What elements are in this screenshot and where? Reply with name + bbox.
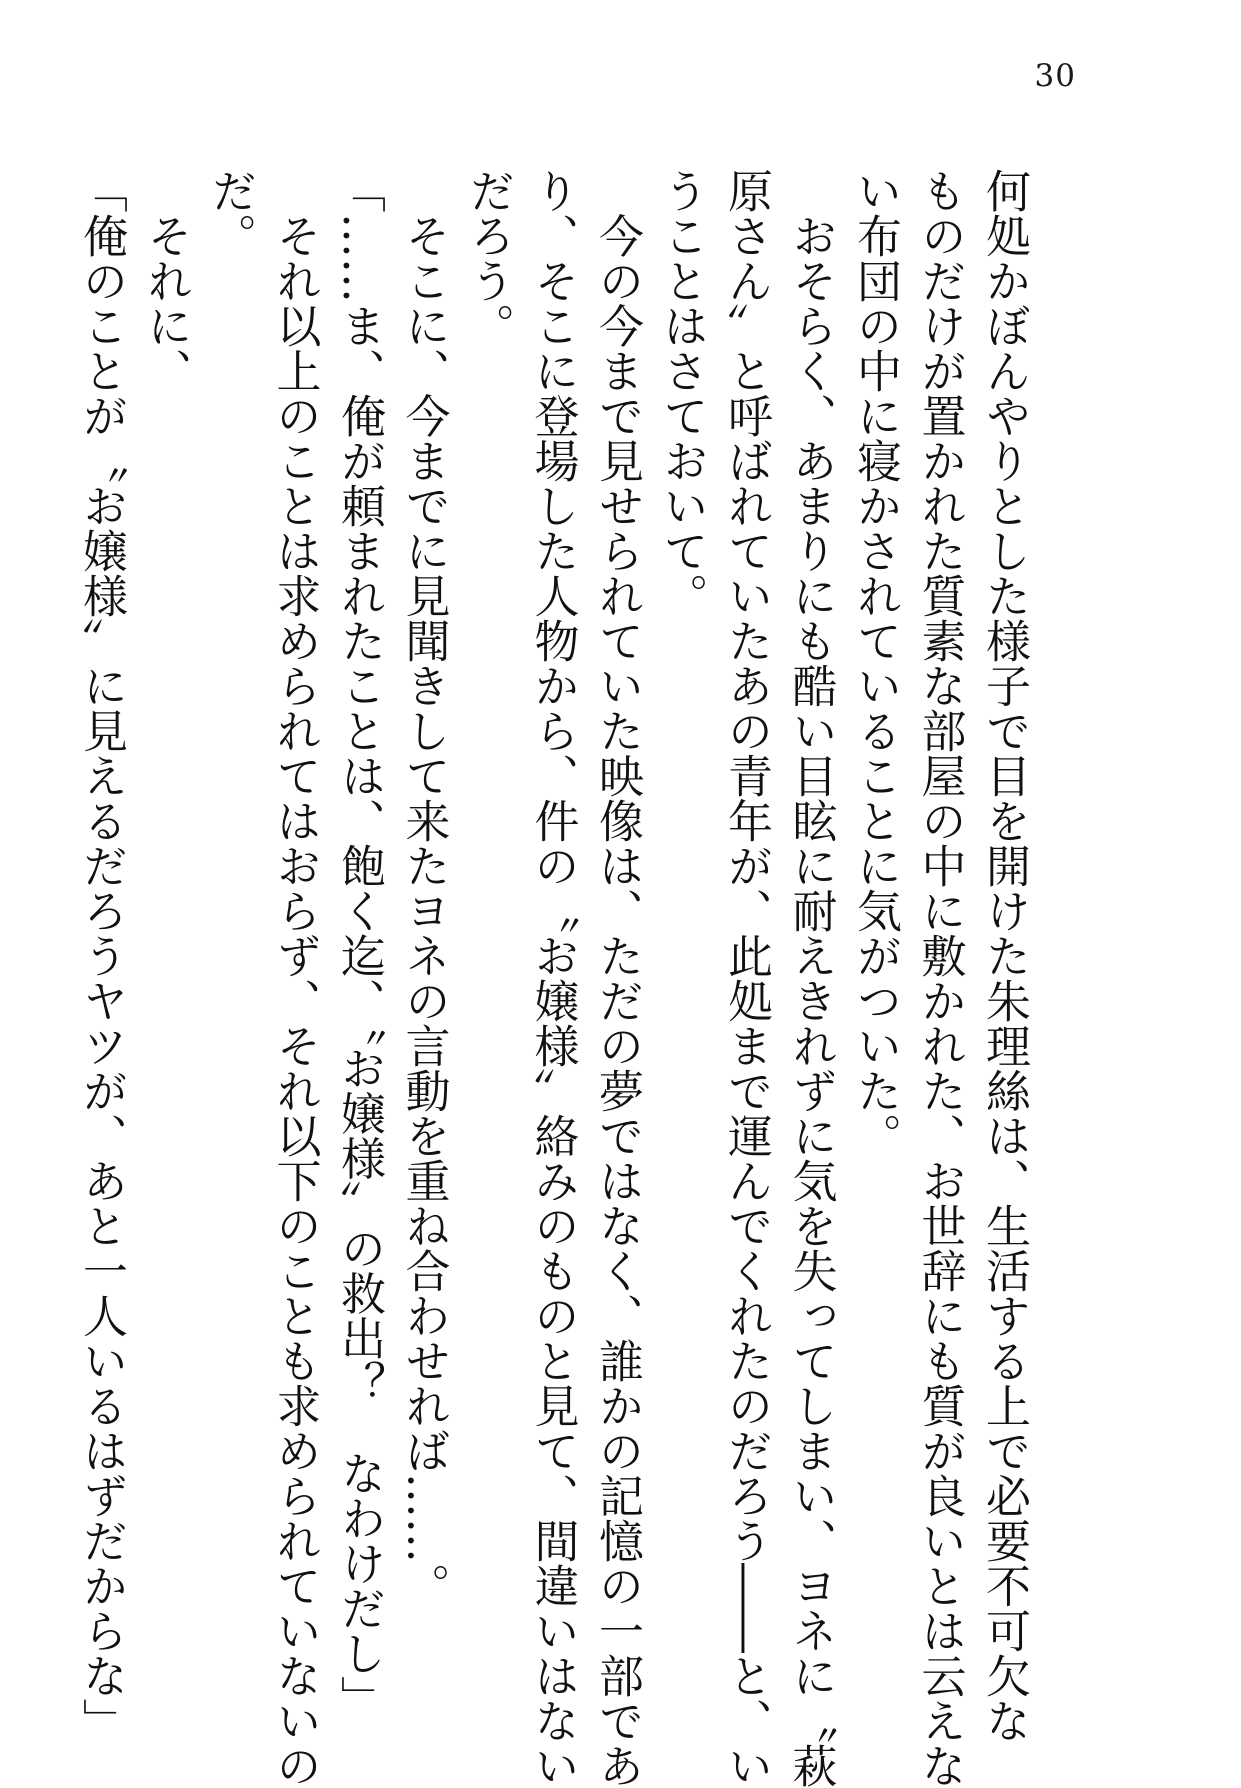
text-line: うことはさておいて。 [655,168,709,618]
text-line: り、そこに登場した人物から、件の〝お嬢様〟絡みのものと見て、間違いはない [526,168,580,1788]
body-text [69,168,1037,1788]
text-line: それに、 [139,213,193,393]
text-line: だ。 [204,168,257,258]
text-line: ものだけが置かれた質素な部屋の中に敷かれた、お世辞にも質が良いとは云えな [913,168,967,1788]
text-line: そこに、今までに見聞きして来たヨネの言動を重ね合わせれば……。 [397,213,451,1608]
text-line: 何処かぼんやりとした様子で目を開けた朱理絲は、生活する上で必要不可欠な [978,168,1031,1743]
text-line: 今の今まで見せられていた映像は、ただの夢ではなく、誰かの記憶の一部であ [591,213,644,1788]
text-line: 「俺のことが〝お嬢様〟に見えるだろうヤツが、あと一人いるはずだからな」 [75,168,128,1743]
text-line: い布団の中に寝かされていることに気がついた。 [849,168,902,1158]
text-line: 原さん〟と呼ばれていたあの青年が、此処まで運んでくれたのだろう――と、い [720,168,773,1788]
text-line: おそらく、あまりにも酷い目眩に耐えきれずに気を失ってしまい、ヨネに〝萩 [784,213,838,1788]
text-line: だろう。 [462,168,515,348]
text-line: 「……ま、俺が頼まれたことは、飽く迄、〝お嬢様〟の救出？ なわけだし」 [333,168,386,1721]
page-number: 30 [1034,58,1076,94]
text-line: それ以上のことは求められてはおらず、それ以下のことも求められていないの [268,213,322,1788]
